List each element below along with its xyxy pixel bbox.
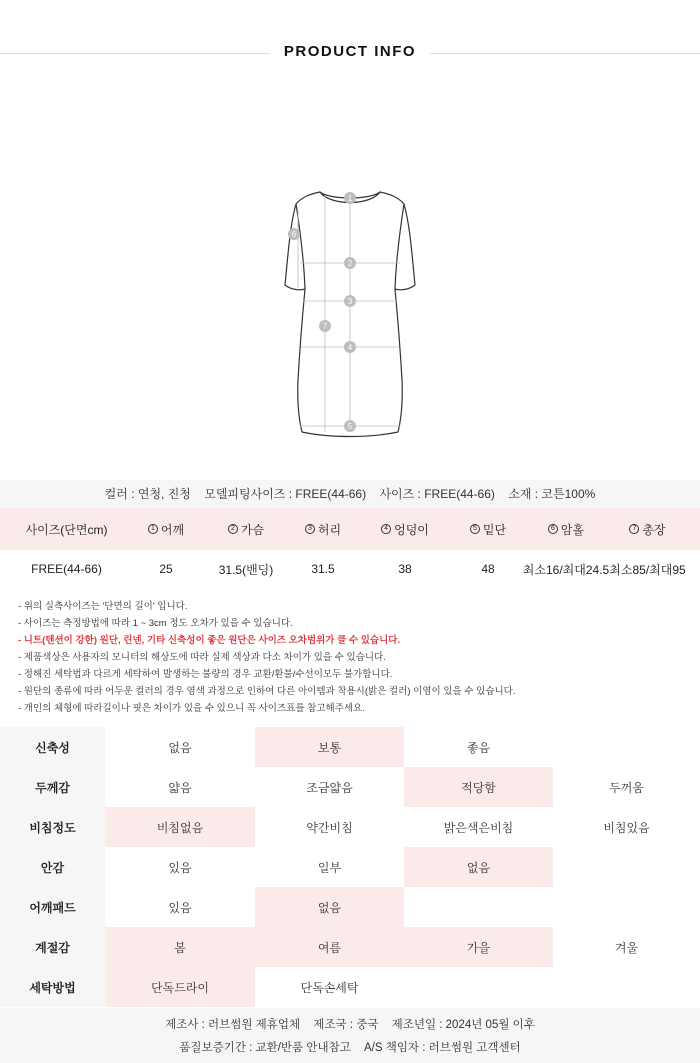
- attr-option: 일부: [317, 860, 342, 875]
- attr-label: 안감: [0, 847, 105, 887]
- info-size: 사이즈 : FREE(44-66): [379, 487, 495, 501]
- attr-option: 가을: [404, 927, 553, 967]
- size-cell: 38: [398, 562, 412, 576]
- attr-row-sheerness: [0, 807, 700, 847]
- footer-row-manufacture: [0, 1016, 700, 1032]
- measure-marker-label: 4: [347, 343, 353, 352]
- attr-label: 두께감: [0, 767, 105, 807]
- attr-option: [553, 967, 700, 1007]
- attr-row-season: [0, 927, 700, 967]
- dress-diagram: [250, 170, 450, 445]
- note-line: - 개인의 체형에 따라길이나 핏은 차이가 있을 수 있으니 꼭 사이즈표를 참고해주세요.: [18, 703, 365, 714]
- circle-number-icon: 4: [381, 524, 391, 534]
- section-header: [0, 0, 700, 90]
- attr-option: 얇음: [168, 780, 192, 795]
- size-header-cell: 사이즈(단면cm): [25, 522, 108, 537]
- product-info-bar: [0, 480, 700, 508]
- circle-number-icon: 3: [305, 524, 315, 534]
- attr-option: 있음: [168, 900, 192, 915]
- size-cell: FREE(44-66): [31, 562, 102, 576]
- size-header-cell: 7 총장: [610, 508, 685, 550]
- attr-option: 단독드라이: [105, 967, 255, 1007]
- size-header-cell: 1 어깨: [133, 508, 199, 550]
- attr-row-lining: [0, 847, 700, 887]
- attr-option: [553, 847, 700, 887]
- size-cell: 최소85/최대95: [609, 562, 686, 577]
- attr-option: 좋음: [466, 740, 491, 755]
- measure-marker-label: 7: [322, 322, 328, 331]
- measure-marker-label: 2: [347, 259, 353, 268]
- product-footer: [0, 1008, 700, 1063]
- attr-label: 계절감: [0, 927, 105, 967]
- attr-option: 비침있음: [603, 820, 650, 835]
- attr-option: 두꺼움: [609, 780, 644, 795]
- attr-option: [553, 727, 700, 767]
- size-table-row: [0, 550, 700, 588]
- circle-number-icon: 7: [629, 524, 639, 534]
- size-table-header: [0, 508, 700, 550]
- circle-number-icon: 2: [228, 524, 238, 534]
- footer-country: 제조국 : 중국: [313, 1019, 379, 1031]
- attr-option: 약간비침: [306, 820, 353, 835]
- measure-marker-label: 1: [347, 194, 353, 203]
- footer-as: A/S 책임자 : 러브썸원 고객센터: [363, 1042, 521, 1054]
- attr-option: 보통: [255, 727, 404, 767]
- size-cell: 25: [159, 562, 173, 576]
- attr-label: 신축성: [0, 727, 105, 767]
- attr-option: 없음: [404, 847, 553, 887]
- size-header-cell: 6 암홀: [519, 508, 613, 550]
- size-cell: 48: [481, 562, 495, 576]
- attr-option: 없음: [255, 887, 404, 927]
- attr-option: [404, 967, 553, 1007]
- footer-warranty: 품질보증기간 : 교환/반품 안내참고: [179, 1042, 351, 1054]
- footer-row-warranty: [0, 1039, 700, 1055]
- attr-row-thickness: [0, 767, 700, 807]
- attr-option: 겨울: [614, 940, 639, 955]
- measure-marker-label: 6: [291, 230, 297, 239]
- size-cell: 31.5(밴딩): [218, 562, 274, 577]
- info-model-size: 모델피팅사이즈 : FREE(44-66): [204, 487, 367, 501]
- note-line: - 제품색상은 사용자의 모니터의 해상도에 따라 실제 색상과 다소 차이가 있을 수 있습니다.: [18, 652, 386, 663]
- note-line: - 원단의 종류에 따라 어두운 컬러의 경우 염색 과정으로 인하여 다른 아이템과 착용시(밝은 컬러) 이염이 있을 수 있습니다.: [18, 686, 516, 697]
- attr-row-shoulder-pad: [0, 887, 700, 927]
- circle-number-icon: 6: [548, 524, 558, 534]
- attr-label: 어깨패드: [0, 887, 105, 927]
- section-title: PRODUCT INFO: [283, 43, 417, 60]
- size-header-cell: 4 엉덩이: [353, 508, 457, 550]
- footer-date: 제조년일 : 2024년 05월 이후: [391, 1019, 535, 1031]
- attr-option: 여름: [255, 927, 404, 967]
- note-line: - 사이즈는 측정방법에 따라 1 ~ 3cm 정도 오차가 있을 수 있습니다.: [18, 618, 293, 629]
- info-color: 컬러 : 연청, 진청: [104, 487, 191, 501]
- size-header-cell: 5 밑단: [457, 508, 519, 550]
- attr-row-washing: [0, 967, 700, 1007]
- divider-left: [0, 53, 270, 54]
- note-line: - 정해진 세탁법과 다르게 세탁하여 발생하는 불량의 경우 교환/환불/수선이모두 불가합니다.: [18, 669, 393, 680]
- attr-option: 조금얇음: [306, 780, 353, 795]
- attr-option: 없음: [168, 740, 192, 755]
- attr-option: [553, 887, 700, 927]
- measure-marker-label: 5: [347, 422, 353, 431]
- circle-number-icon: 1: [148, 524, 158, 534]
- size-header-cell: 2 가슴: [199, 508, 293, 550]
- attr-option: 있음: [168, 860, 192, 875]
- attr-label: 세탁방법: [0, 967, 105, 1007]
- footer-maker: 제조사 : 러브썸원 제휴업체: [165, 1019, 301, 1031]
- attr-option: 봄: [105, 927, 255, 967]
- attr-option: 적당함: [404, 767, 553, 807]
- circle-number-icon: 5: [470, 524, 480, 534]
- size-notes: [18, 598, 698, 717]
- info-material: 소재 : 코튼100%: [508, 487, 596, 501]
- attr-label: 비침정도: [0, 807, 105, 847]
- attr-option: [404, 887, 553, 927]
- attr-option: 비침없음: [105, 807, 255, 847]
- attr-row-stretch: [0, 727, 700, 767]
- size-cell: 최소16/최대24.5: [522, 562, 610, 577]
- measure-marker-label: 3: [347, 297, 353, 306]
- divider-right: [430, 53, 700, 54]
- note-line: - 위의 실측사이즈는 '단면의 길이' 입니다.: [18, 601, 188, 612]
- attr-option: 밝은색은비침: [443, 820, 514, 835]
- size-cell: 31.5: [311, 562, 335, 576]
- note-line-warning: - 니트(텐션이 강한) 원단, 린넨, 기타 신축성이 좋은 원단은 사이즈 오차범위가 클 수 있습니다.: [18, 635, 401, 646]
- size-header-cell: 3 허리: [293, 508, 353, 550]
- attr-option: 단독손세탁: [300, 980, 359, 995]
